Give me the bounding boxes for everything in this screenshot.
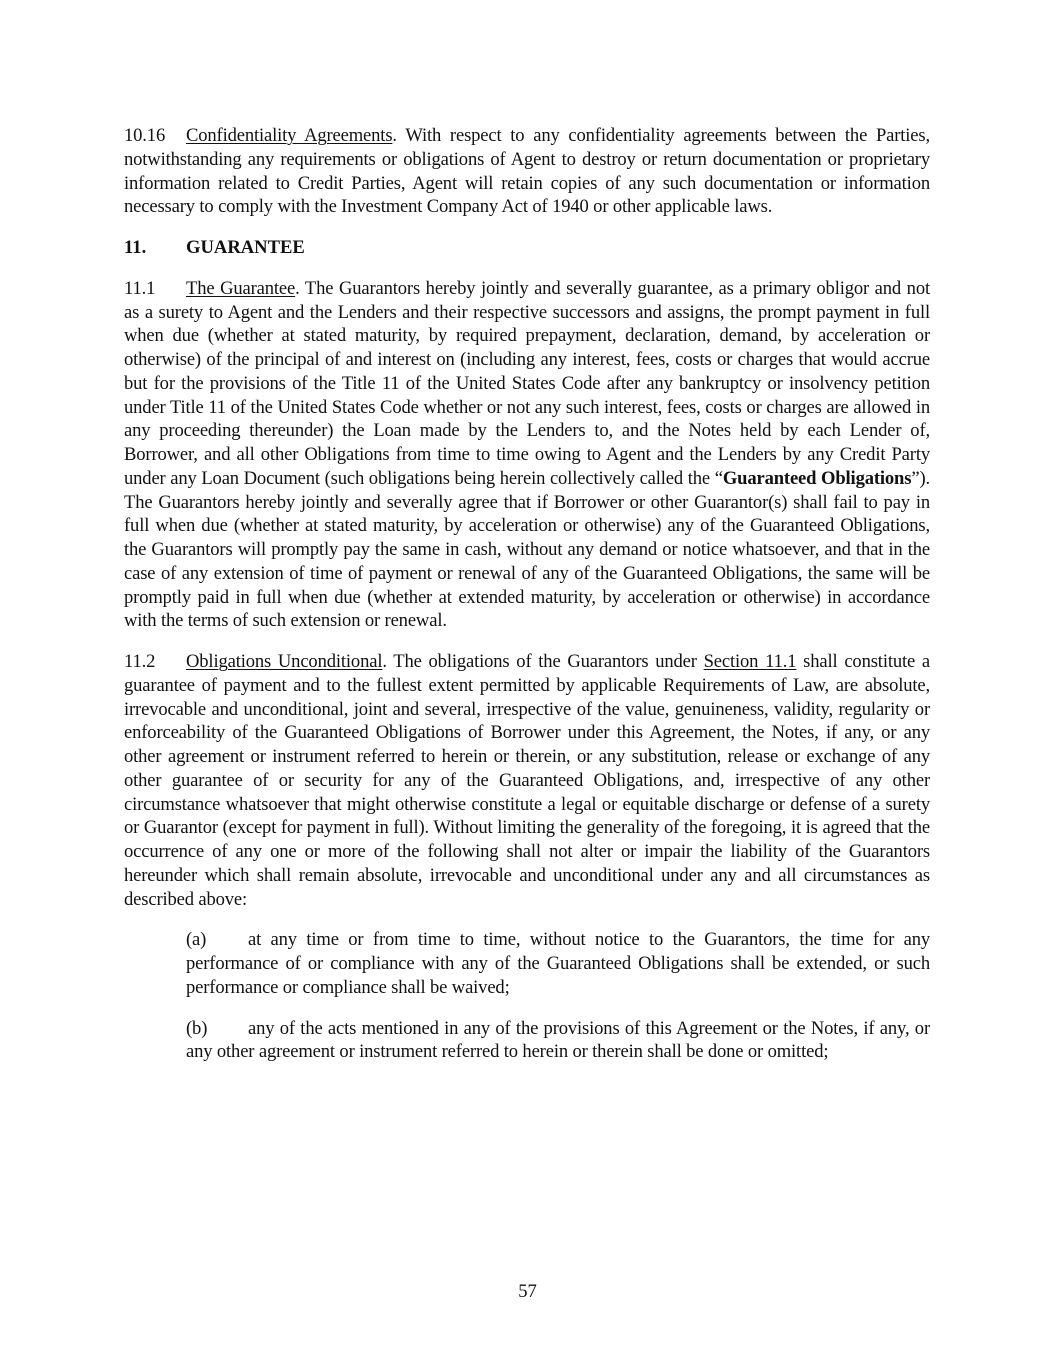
document-page: [124, 124, 930, 1081]
defined-term: Guaranteed Obligations: [722, 467, 912, 489]
section-title: Confidentiality Agreements: [186, 125, 393, 146]
clause-label: (a): [186, 929, 207, 951]
cross-reference-link[interactable]: Section 11.1: [703, 651, 797, 672]
section-10-16: [124, 124, 930, 219]
section-body-part-2: shall constitute a guarantee of payment and to the fullest extent permitted by applicable Requirements of Law, are absolute, irrevocable and unconditional, joint and several, irrespective of the value, genuineness, validity, regularity or enforceability of the Guaranteed Obligations of Borrower under this Agreement, the Notes, if any, or any other agreement or instrument referred to herein or therein, or any substitution, release or exchange of any other guarantee of or security for any of the Guaranteed Obligations, and, irrespective of any other circumstance whatsoever that might otherwise constitute a legal or equitable discharge or defense of a surety or Guarantor (except for payment in full). Without limiting the generality of the foregoing, it is agreed that the occurrence of any one or more of the following shall not alter or impair the liability of the Guarantors hereunder which shall remain absolute, irrevocable and unconditional under any and all circumstances as described above:: [124, 651, 930, 910]
section-body-part-1: . The obligations of the Guarantors under: [382, 651, 704, 672]
clause-a: [186, 928, 930, 999]
section-body-part-1: . The Guarantors hereby jointly and severally guarantee, as a primary obligor and not as a surety to Agent and the Lenders and their respective successors and assigns, the prompt payment in full when due (whether at stated maturity, by required prepayment, declaration, demand, by acceleration or otherwise) of the principal of and interest on (including any interest, fees, costs or charges that would accrue but for the provisions of the Title 11 of the United States Code after any bankruptcy or insolvency petition under Title 11 of the United States Code whether or not any such interest, fees, costs or charges are allowed in any proceeding thereunder) the Loan made by the Lenders to, and the Notes held by each Lender of, Borrower, and all other Obligations from time to time owing to Agent and the Lenders by any Credit Party under any Loan Document (such obligations being herein collectively called the “: [124, 277, 930, 489]
clause-text: at any time or from time to time, without notice to the Guarantors, the time for any performance of or compliance with any of the Guaranteed Obligations shall be extended, or such performance or compliance shall be waived;: [186, 929, 930, 998]
clause-label: (b): [186, 1017, 208, 1039]
article-number: 11.: [124, 237, 147, 258]
clause-b: [186, 1017, 930, 1065]
section-title: The Guarantee: [186, 277, 296, 299]
section-number: 10.16: [124, 125, 166, 146]
article-title: GUARANTEE: [186, 237, 305, 258]
article-heading: [124, 236, 930, 260]
section-number: 11.2: [124, 651, 156, 672]
section-body-part-2: ”). The Guarantors hereby jointly and severally agree that if Borrower or other Guarantor(s) shall fail to pay in full when due (whether at stated maturity, by acceleration or otherwise) any of the Guaranteed Obligations, the Guarantors will promptly pay the same in cash, without any demand or notice whatsoever, and that in the case of any extension of time of payment or renewal of any of the Guaranteed Obligations, the same will be promptly paid in full when due (whether at extended maturity, by acceleration or otherwise) in accordance with the terms of such extension or renewal.: [124, 467, 930, 632]
section-11-1: [124, 277, 930, 633]
clause-text: any of the acts mentioned in any of the provisions of this Agreement or the Notes, if any, or any other agreement or instrument referred to herein or therein shall be done or omitted;: [186, 1017, 930, 1063]
page-number: 57: [518, 1281, 537, 1302]
section-body: . With respect to any confidentiality agreements between the Parties, notwithstanding any requirements or obligations of Agent to destroy or return documentation or proprietary information related to Credit Parties, Agent will retain copies of any such documentation or information necessary to comply with the Investment Company Act of 1940 or other applicable laws.: [124, 125, 930, 218]
section-11-2: [124, 650, 930, 911]
section-number: 11.1: [124, 277, 156, 299]
section-title: Obligations Unconditional: [186, 651, 383, 672]
